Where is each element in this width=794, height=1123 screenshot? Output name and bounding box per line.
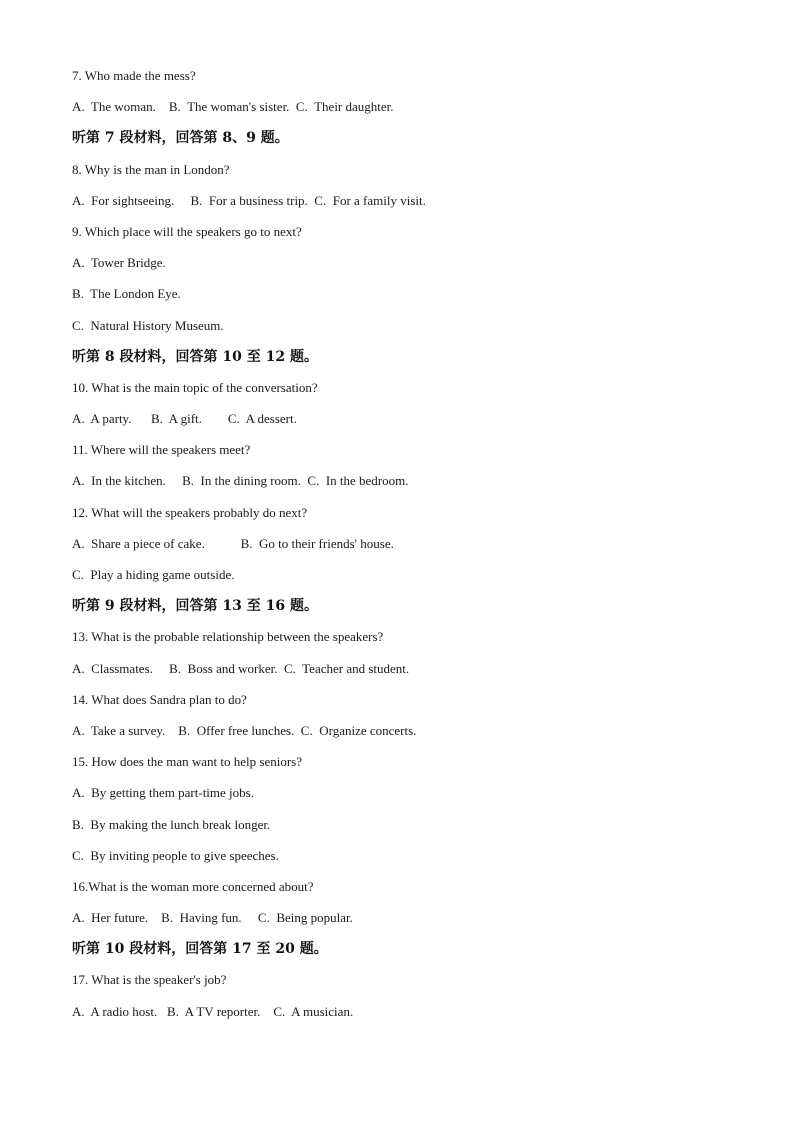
question-16: 16.What is the woman more concerned about? — [72, 878, 314, 894]
section-heading-8: 听第 8 段材料，回答第 10 至 12 题。 — [72, 348, 318, 365]
answer-option-15c: C. By inviting people to give speeches. — [72, 847, 279, 863]
answer-options-17: A. A radio host. B. A TV reporter. C. A musician. — [72, 1003, 354, 1019]
answer-options-13: A. Classmates. B. Boss and worker. C. Teacher and student. — [72, 660, 410, 676]
answer-options-7: A. The woman. B. The woman's sister. C. Their daughter. — [72, 99, 394, 115]
answer-options-10: A. A party. B. A gift. C. A dessert. — [72, 411, 297, 427]
question-14: 14. What does Sandra plan to do? — [72, 691, 247, 707]
question-15: 15. How does the man want to help seniors? — [72, 754, 302, 770]
answer-option-9c: C. Natural History Museum. — [72, 317, 224, 333]
question-9: 9. Which place will the speakers go to next? — [72, 223, 302, 239]
answer-option-15b: B. By making the lunch break longer. — [72, 816, 271, 832]
answer-option-15a: A. By getting them part-time jobs. — [72, 785, 254, 801]
question-17: 17. What is the speaker's job? — [72, 972, 227, 988]
question-11: 11. Where will the speakers meet? — [72, 442, 251, 458]
answer-options-12ab: A. Share a piece of cake. B. Go to their friends' house. — [72, 535, 394, 551]
answer-options-11: A. In the kitchen. B. In the dining room. C. In the bedroom. — [72, 473, 409, 489]
question-8: 8. Why is the man in London? — [72, 161, 230, 177]
answer-option-12c: C. Play a hiding game outside. — [72, 567, 235, 582]
answer-options-14: A. Take a survey. B. Offer free lunches. C. Organize concerts. — [72, 722, 417, 738]
section-heading-7: 听第 7 段材料，回答第 8、9 题。 — [72, 130, 289, 147]
answer-options-16: A. Her future. B. Having fun. C. Being popular. — [72, 910, 353, 926]
answer-option-9b: B. The London Eye. — [72, 286, 181, 302]
section-heading-10: 听第 10 段材料，回答第 17 至 20 题。 — [72, 941, 328, 958]
question-13: 13. What is the probable relationship between the speakers? — [72, 629, 384, 645]
document-page — [72, 66, 732, 1033]
question-12: 12. What will the speakers probably do next? — [72, 504, 308, 520]
section-heading-9: 听第 9 段材料，回答第 13 至 16 题。 — [72, 598, 318, 615]
answer-options-8: A. For sightseeing. B. For a business trip. C. For a family visit. — [72, 192, 426, 208]
answer-option-9a: A. Tower Bridge. — [72, 255, 166, 271]
question-7: 7. Who made the mess? — [72, 68, 196, 83]
question-10: 10. What is the main topic of the conversation? — [72, 379, 318, 395]
